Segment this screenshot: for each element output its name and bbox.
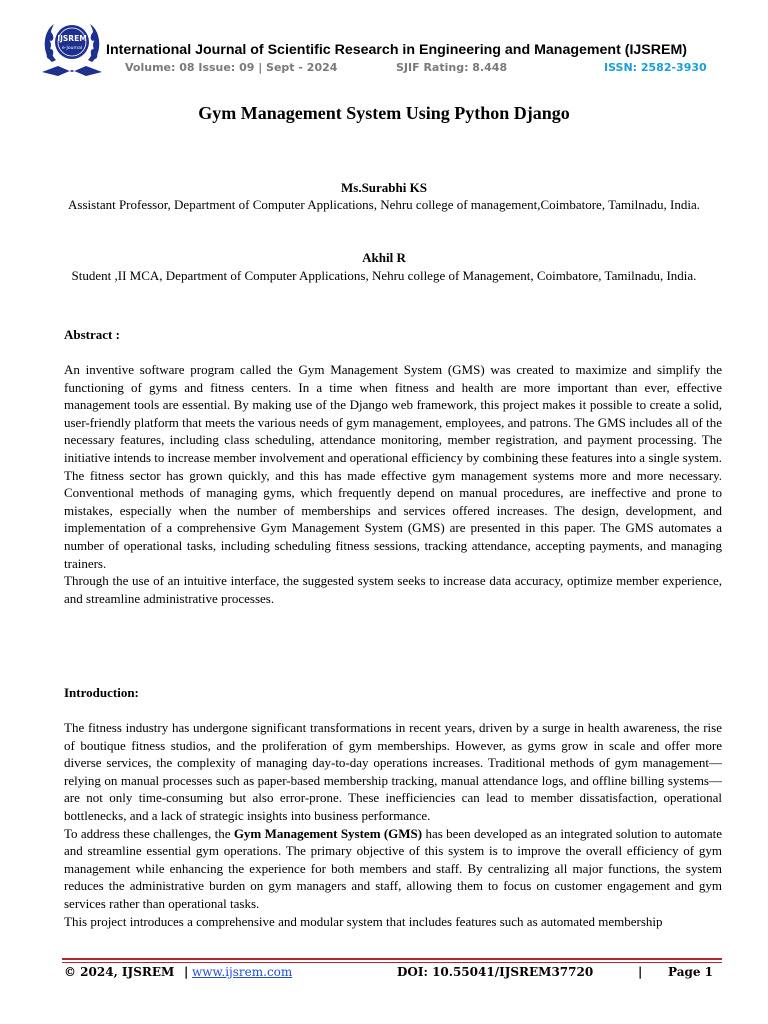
paper-title: Gym Management System Using Python Django [198,103,570,123]
author-affiliation: Assistant Professor, Department of Computer Applications, Nehru college of management,Coimbatore, Tamilnadu, India. [68,197,700,212]
logo-subtext: e-Journal [61,46,83,51]
issn: ISSN: 2582-3930 [604,61,707,74]
footer-rule [62,958,722,960]
intro-paragraph: The fitness industry has undergone significant transformations in recent years, driven by a surge in health awareness, the rise of boutique fitness studios, and the proliferation of gym memberships. However, as gyms grow in scale and offer more diverse services, the complexity of managing day-to-day operations increases. Traditional methods of gym management—relying on manual processes such as paper-based membership tracking, manual attendance logs, and offline billing systems—are not only time-consuming but also error-prone. These inefficiencies can lead to member dissatisfaction, operational bottlenecks, and a lack of strategic insights into business performance. [64,720,722,823]
footer-rule [62,962,722,963]
footer-separator: | [638,965,643,979]
introduction-heading: Introduction: [64,685,139,700]
journal-header [38,14,738,80]
intro-paragraph [64,825,722,913]
author-name: Ms.Surabhi KS [341,180,427,195]
gms-bold-term: Gym Management System (GMS) [233,825,423,841]
author-affiliation: Student ,II MCA, Department of Computer Applications, Nehru college of Management, Coimbatore, Tamilnadu, India. [71,268,697,283]
ijsrem-logo-icon [38,14,106,80]
intro-text: To address these challenges, the [64,825,234,841]
volume-info: Volume: 08 Issue: 09 | Sept - 2024 [125,61,338,74]
footer-doi: DOI: 10.55041/IJSREM37720 [397,965,594,979]
intro-paragraph: This project introduces a comprehensive and modular system that includes features such as automated membership [64,913,663,929]
footer-copyright: © 2024, IJSREM [64,965,175,979]
footer-separator: | [184,965,189,979]
author-name: Akhil R [362,250,406,265]
sjif-rating: SJIF Rating: 8.448 [396,61,508,74]
logo-text: IJSREM [57,34,87,43]
journal-title: International Journal of Scientific Research in Engineering and Management (IJSREM) [106,42,688,58]
footer-website-link[interactable]: www.ijsrem.com [192,965,293,979]
introduction-body [64,719,722,930]
footer-page-number: Page 1 [668,965,714,979]
abstract-paragraph: Through the use of an intuitive interface, the suggested system seeks to increase data accuracy, optimize member experience, and streamline administrative processes. [64,573,722,606]
abstract-body [64,361,722,607]
intro-text: has been developed as an integrated solution to automate and streamline essential gym operations. The primary objective of this system is to improve the overall efficiency of gym management while enhancing the experience for both members and staff. By centralizing all major functions, the system reduces the administrative burden on gym managers and staff, allowing them to focus on customer engagement and gym services rather than operational tasks. [64,825,722,911]
abstract-paragraph: An inventive software program called the Gym Management System (GMS) was created to maximize and simplify the functioning of gyms and fitness centers. In a time when fitness and health are more important than ever, effective management tools are essential. By making use of the Django web framework, this project makes it possible to create a solid, user-friendly platform that meets the various needs of gym management, employees, and patrons. The GMS includes all of the necessary features, including class scheduling, attendance monitoring, member registration, and payment processing. The initiative intends to increase member involvement and operational efficiency by combining these features into a single system. The fitness sector has grown quickly, and this has made effective gym management systems more and more necessary. Conventional methods of managing gyms, which frequently depend on manual procedures, are ineffective and prone to mistakes, especially when the number of memberships and services offered increases. The design, development, and implementation of a comprehensive Gym Management System (GMS) are presented in this paper. The GMS automates a number of operational tasks, including scheduling fitness sessions, tracking attendance, accepting payments, and managing trainers. [64,362,722,571]
abstract-heading: Abstract : [64,327,120,342]
